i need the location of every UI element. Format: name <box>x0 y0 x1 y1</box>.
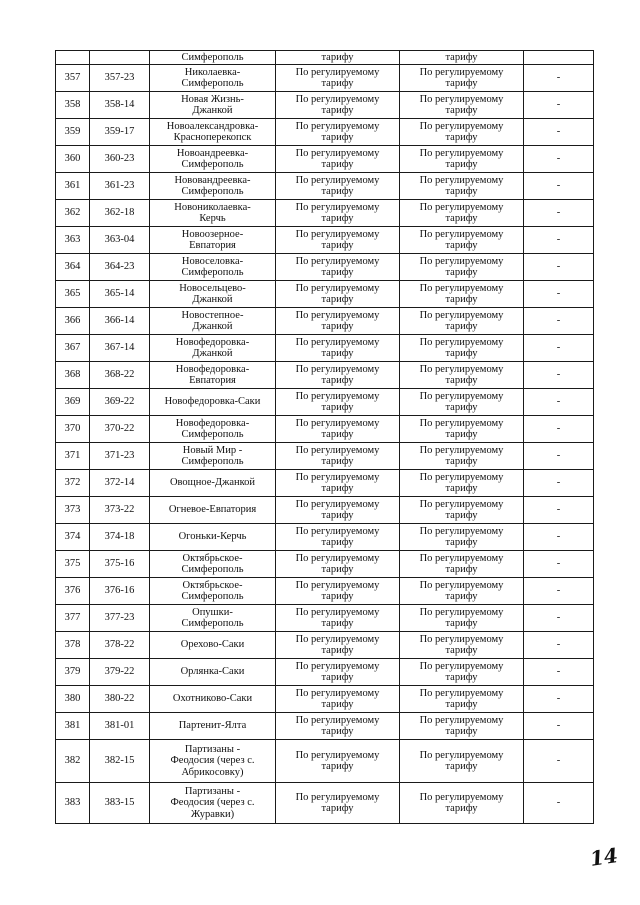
cell-tariff-a: По регулируемому тарифу <box>276 146 400 173</box>
cell-tariff-b: По регулируемому тарифу <box>400 389 524 416</box>
table-row <box>56 281 594 308</box>
cell-tariff-a: По регулируемому тарифу <box>276 308 400 335</box>
cell-note: - <box>524 254 594 281</box>
cell-num: 362 <box>56 200 90 227</box>
cell-code: 376-16 <box>90 578 150 605</box>
table-row <box>56 551 594 578</box>
cell-route: Новофедоровка-Саки <box>150 389 276 416</box>
cell-route: Партизаны - Феодосия (через с. Журавки) <box>150 783 276 824</box>
cell-num: 360 <box>56 146 90 173</box>
table-row <box>56 173 594 200</box>
cell-route: Симферополь <box>150 51 276 65</box>
table-row <box>56 713 594 740</box>
routes-table-body <box>56 51 594 824</box>
cell-route: Охотниково-Саки <box>150 686 276 713</box>
cell-note: - <box>524 686 594 713</box>
cell-code: 377-23 <box>90 605 150 632</box>
cell-code: 366-14 <box>90 308 150 335</box>
cell-tariff-b: По регулируемому тарифу <box>400 470 524 497</box>
cell-route: Орлянка-Саки <box>150 659 276 686</box>
cell-num: 358 <box>56 92 90 119</box>
cell-tariff-a: По регулируемому тарифу <box>276 659 400 686</box>
cell-num: 368 <box>56 362 90 389</box>
cell-tariff-b: По регулируемому тарифу <box>400 740 524 783</box>
cell-tariff-a: По регулируемому тарифу <box>276 362 400 389</box>
cell-tariff-a: По регулируемому тарифу <box>276 497 400 524</box>
cell-note: - <box>524 783 594 824</box>
handwritten-page-number: 14 <box>588 843 620 871</box>
cell-num: 374 <box>56 524 90 551</box>
cell-note: - <box>524 443 594 470</box>
cell-code: 380-22 <box>90 686 150 713</box>
cell-tariff-b: По регулируемому тарифу <box>400 335 524 362</box>
cell-tariff-b: По регулируемому тарифу <box>400 362 524 389</box>
cell-tariff-a: По регулируемому тарифу <box>276 686 400 713</box>
cell-tariff-b: По регулируемому тарифу <box>400 632 524 659</box>
cell-code: 381-01 <box>90 713 150 740</box>
cell-num: 371 <box>56 443 90 470</box>
table-row <box>56 605 594 632</box>
cell-code: 369-22 <box>90 389 150 416</box>
cell-note: - <box>524 119 594 146</box>
table-row <box>56 227 594 254</box>
cell-tariff-b: По регулируемому тарифу <box>400 416 524 443</box>
cell-route: Опушки- Симферополь <box>150 605 276 632</box>
table-row <box>56 65 594 92</box>
table-row <box>56 783 594 824</box>
cell-note: - <box>524 578 594 605</box>
table-row <box>56 659 594 686</box>
cell-route: Николаевка- Симферополь <box>150 65 276 92</box>
cell-tariff-a: По регулируемому тарифу <box>276 65 400 92</box>
cell-route: Новониколаевка- Керчь <box>150 200 276 227</box>
cell-note: - <box>524 308 594 335</box>
routes-table <box>55 50 594 824</box>
table-row <box>56 578 594 605</box>
cell-note: - <box>524 713 594 740</box>
cell-tariff-b: По регулируемому тарифу <box>400 713 524 740</box>
cell-note: - <box>524 200 594 227</box>
cell-route: Новофедоровка- Джанкой <box>150 335 276 362</box>
cell-route: Нововандреевка- Симферополь <box>150 173 276 200</box>
cell-tariff-b: По регулируемому тарифу <box>400 605 524 632</box>
table-row <box>56 524 594 551</box>
cell-route: Новофедоровка- Симферополь <box>150 416 276 443</box>
cell-code: 368-22 <box>90 362 150 389</box>
cell-route: Овощное-Джанкой <box>150 470 276 497</box>
cell-code: 382-15 <box>90 740 150 783</box>
cell-tariff-b: По регулируемому тарифу <box>400 146 524 173</box>
cell-tariff-a: По регулируемому тарифу <box>276 389 400 416</box>
cell-code: 374-18 <box>90 524 150 551</box>
cell-note: - <box>524 470 594 497</box>
cell-num: 378 <box>56 632 90 659</box>
cell-note: - <box>524 173 594 200</box>
cell-tariff-a: По регулируемому тарифу <box>276 200 400 227</box>
cell-note: - <box>524 362 594 389</box>
cell-tariff-b: По регулируемому тарифу <box>400 281 524 308</box>
cell-route: Новая Жизнь- Джанкой <box>150 92 276 119</box>
cell-note: - <box>524 605 594 632</box>
cell-note: - <box>524 335 594 362</box>
cell-tariff-a: По регулируемому тарифу <box>276 578 400 605</box>
cell-tariff-b: По регулируемому тарифу <box>400 524 524 551</box>
cell-num: 381 <box>56 713 90 740</box>
cell-tariff-b: По регулируемому тарифу <box>400 443 524 470</box>
cell-num <box>56 51 90 65</box>
cell-tariff-b: По регулируемому тарифу <box>400 308 524 335</box>
cell-num: 364 <box>56 254 90 281</box>
cell-tariff-a: По регулируемому тарифу <box>276 335 400 362</box>
cell-num: 372 <box>56 470 90 497</box>
cell-code: 360-23 <box>90 146 150 173</box>
table-row <box>56 443 594 470</box>
cell-note: - <box>524 227 594 254</box>
cell-num: 363 <box>56 227 90 254</box>
cell-route: Партизаны - Феодосия (через с. Абрикосовку) <box>150 740 276 783</box>
cell-tariff-a: По регулируемому тарифу <box>276 551 400 578</box>
cell-route: Новостепное- Джанкой <box>150 308 276 335</box>
cell-num: 380 <box>56 686 90 713</box>
cell-tariff-a: По регулируемому тарифу <box>276 783 400 824</box>
cell-tariff-b: По регулируемому тарифу <box>400 578 524 605</box>
table-row <box>56 146 594 173</box>
cell-note: - <box>524 740 594 783</box>
table-row <box>56 119 594 146</box>
cell-route: Новоалександровка- Красноперекопск <box>150 119 276 146</box>
cell-num: 376 <box>56 578 90 605</box>
cell-note: - <box>524 524 594 551</box>
table-row <box>56 740 594 783</box>
cell-tariff-b: По регулируемому тарифу <box>400 119 524 146</box>
table-row <box>56 200 594 227</box>
cell-tariff-a: По регулируемому тарифу <box>276 632 400 659</box>
cell-route: Новофедоровка- Евпатория <box>150 362 276 389</box>
cell-route: Новоандреевка- Симферополь <box>150 146 276 173</box>
cell-tariff-a: По регулируемому тарифу <box>276 740 400 783</box>
table-row <box>56 308 594 335</box>
cell-num: 359 <box>56 119 90 146</box>
cell-tariff-a: По регулируемому тарифу <box>276 227 400 254</box>
cell-code: 358-14 <box>90 92 150 119</box>
cell-num: 369 <box>56 389 90 416</box>
cell-code: 372-14 <box>90 470 150 497</box>
cell-tariff-a: По регулируемому тарифу <box>276 443 400 470</box>
cell-code: 371-23 <box>90 443 150 470</box>
table-row <box>56 92 594 119</box>
cell-note: - <box>524 416 594 443</box>
cell-tariff-a: По регулируемому тарифу <box>276 173 400 200</box>
cell-num: 373 <box>56 497 90 524</box>
cell-num: 383 <box>56 783 90 824</box>
cell-note: - <box>524 659 594 686</box>
cell-tariff-a: По регулируемому тарифу <box>276 119 400 146</box>
cell-tariff-b: По регулируемому тарифу <box>400 551 524 578</box>
cell-route: Партенит-Ялта <box>150 713 276 740</box>
cell-code: 364-23 <box>90 254 150 281</box>
table-row <box>56 497 594 524</box>
cell-note: - <box>524 632 594 659</box>
cell-num: 375 <box>56 551 90 578</box>
cell-tariff-b: По регулируемому тарифу <box>400 254 524 281</box>
cell-route: Орехово-Саки <box>150 632 276 659</box>
cell-num: 357 <box>56 65 90 92</box>
cell-num: 365 <box>56 281 90 308</box>
cell-num: 382 <box>56 740 90 783</box>
cell-tariff-b: По регулируемому тарифу <box>400 783 524 824</box>
table-row <box>56 416 594 443</box>
cell-note <box>524 51 594 65</box>
cell-tariff-a: По регулируемому тарифу <box>276 713 400 740</box>
cell-tariff-b: По регулируемому тарифу <box>400 65 524 92</box>
cell-route: Новый Мир - Симферополь <box>150 443 276 470</box>
cell-code: 361-23 <box>90 173 150 200</box>
cell-tariff-b: По регулируемому тарифу <box>400 173 524 200</box>
table-row <box>56 335 594 362</box>
cell-code: 367-14 <box>90 335 150 362</box>
cell-code: 375-16 <box>90 551 150 578</box>
cell-route: Новоозерное- Евпатория <box>150 227 276 254</box>
table-row <box>56 389 594 416</box>
cell-tariff-a: По регулируемому тарифу <box>276 254 400 281</box>
cell-route: Новоселовка- Симферополь <box>150 254 276 281</box>
cell-tariff-b: По регулируемому тарифу <box>400 92 524 119</box>
cell-tariff-b: По регулируемому тарифу <box>400 200 524 227</box>
cell-num: 367 <box>56 335 90 362</box>
cell-tariff-b: тарифу <box>400 51 524 65</box>
cell-code: 365-14 <box>90 281 150 308</box>
table-row <box>56 362 594 389</box>
cell-route: Новосельцево- Джанкой <box>150 281 276 308</box>
table-row <box>56 686 594 713</box>
cell-tariff-a: По регулируемому тарифу <box>276 470 400 497</box>
cell-num: 366 <box>56 308 90 335</box>
cell-tariff-b: По регулируемому тарифу <box>400 686 524 713</box>
cell-code: 363-04 <box>90 227 150 254</box>
table-row <box>56 254 594 281</box>
cell-tariff-a: По регулируемому тарифу <box>276 92 400 119</box>
cell-route: Октябрьское- Симферополь <box>150 551 276 578</box>
cell-code <box>90 51 150 65</box>
cell-route: Огоньки-Керчь <box>150 524 276 551</box>
cell-code: 362-18 <box>90 200 150 227</box>
table-row <box>56 470 594 497</box>
cell-tariff-b: По регулируемому тарифу <box>400 497 524 524</box>
cell-note: - <box>524 65 594 92</box>
cell-note: - <box>524 389 594 416</box>
cell-code: 378-22 <box>90 632 150 659</box>
cell-tariff-a: По регулируемому тарифу <box>276 281 400 308</box>
cell-code: 370-22 <box>90 416 150 443</box>
cell-route: Октябрьское- Симферополь <box>150 578 276 605</box>
cell-note: - <box>524 146 594 173</box>
cell-num: 379 <box>56 659 90 686</box>
cell-code: 383-15 <box>90 783 150 824</box>
table-row-continued <box>56 51 594 65</box>
cell-code: 373-22 <box>90 497 150 524</box>
cell-note: - <box>524 551 594 578</box>
cell-tariff-a: По регулируемому тарифу <box>276 524 400 551</box>
cell-code: 359-17 <box>90 119 150 146</box>
cell-num: 370 <box>56 416 90 443</box>
table-row <box>56 632 594 659</box>
cell-code: 379-22 <box>90 659 150 686</box>
cell-tariff-a: По регулируемому тарифу <box>276 605 400 632</box>
cell-tariff-b: По регулируемому тарифу <box>400 227 524 254</box>
cell-route: Огневое-Евпатория <box>150 497 276 524</box>
cell-num: 361 <box>56 173 90 200</box>
cell-code: 357-23 <box>90 65 150 92</box>
cell-note: - <box>524 281 594 308</box>
cell-tariff-a: тарифу <box>276 51 400 65</box>
cell-note: - <box>524 497 594 524</box>
cell-num: 377 <box>56 605 90 632</box>
cell-tariff-a: По регулируемому тарифу <box>276 416 400 443</box>
cell-tariff-b: По регулируемому тарифу <box>400 659 524 686</box>
cell-note: - <box>524 92 594 119</box>
